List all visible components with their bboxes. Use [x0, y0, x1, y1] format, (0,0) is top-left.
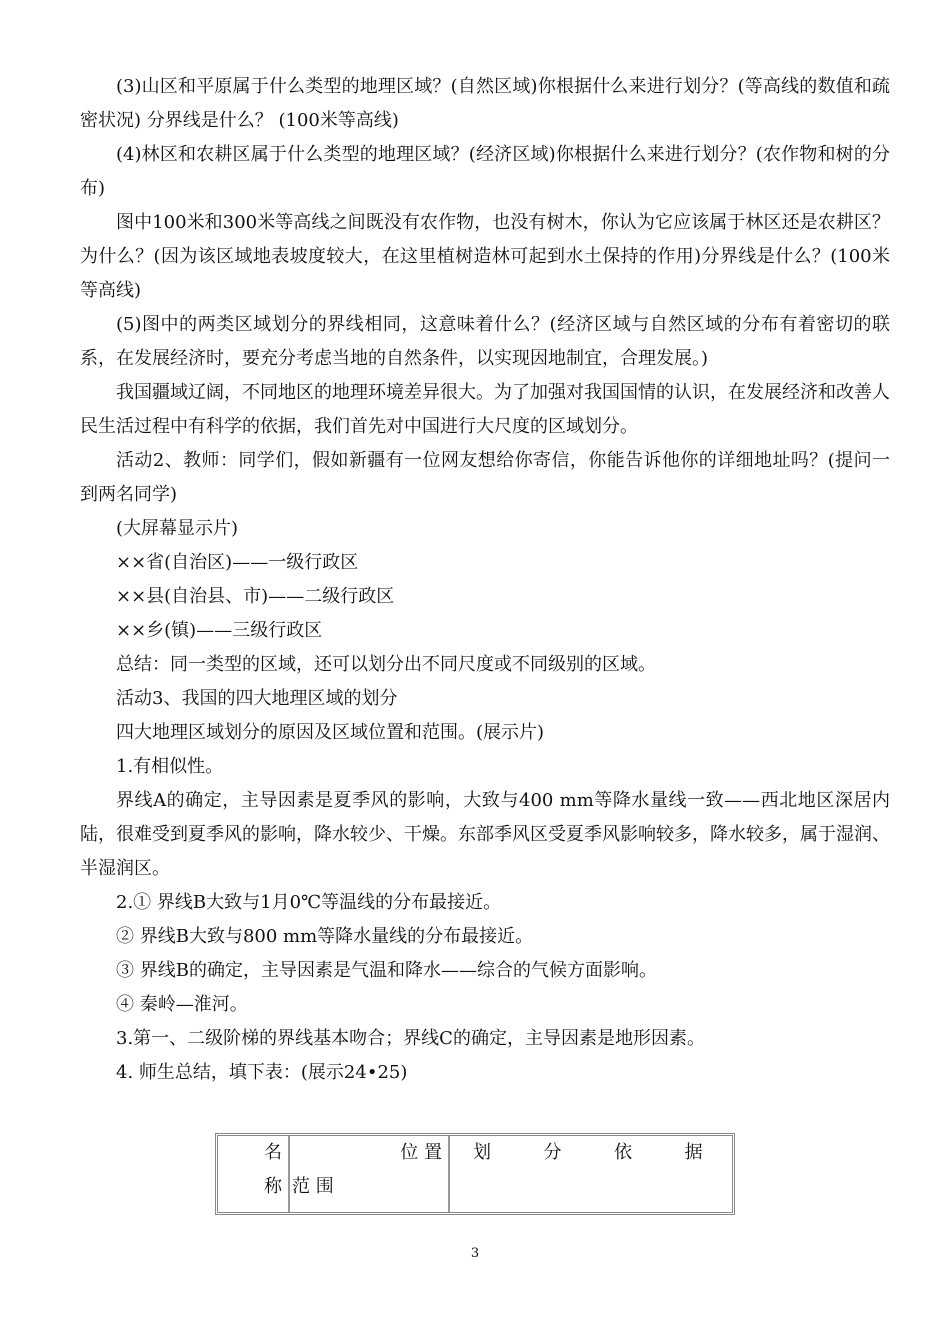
paragraph-boundary-a: 界线A的确定，主导因素是夏季风的影响，大致与400 mm等降水量线一致——西北地区深居内陆，很难受到夏季风的影响，降水较少、干燥。东部季风区受夏季风影响较多，降水较多，属于湿润、半湿润区。: [80, 790, 890, 879]
line-activity-3: 活动3、我国的四大地理区域的划分: [116, 688, 398, 709]
paragraph-activity-2: 活动2、教师：同学们，假如新疆有一位网友想给你寄信，你能告诉他你的详细地址吗？(提问一到两名同学): [80, 450, 890, 505]
line-summary: 总结：同一类型的区域，还可以划分出不同尺度或不同级别的区域。: [116, 654, 656, 675]
line-township: ××乡(镇)——三级行政区: [116, 620, 323, 641]
line-boundary-b-1: 2.① 界线B大致与1月0℃等温线的分布最接近。: [116, 892, 502, 913]
table-header-basis: [449, 1136, 732, 1212]
paragraph-q4: (4)林区和农耕区属于什么类型的地理区域？(经济区域)你根据什么来进行划分？(农作物和树的分布): [80, 144, 890, 199]
line-boundary-b-2: ② 界线B大致与800 mm等降水量线的分布最接近。: [116, 926, 534, 947]
line-province: ××省(自治区)——一级行政区: [116, 552, 359, 573]
line-boundary-c: 3.第一、二级阶梯的界线基本吻合；界线C的确定，主导因素是地形因素。: [116, 1028, 705, 1049]
header-position-bottom: 范 围: [292, 1176, 334, 1197]
table-header-position: [289, 1136, 449, 1212]
line-division-reasons: 四大地理区域划分的原因及区域位置和范围。(展示片): [116, 722, 545, 743]
line-screen-display: (大屏幕显示片): [116, 518, 239, 539]
header-name-top: 名: [264, 1142, 282, 1163]
paragraph-territory: 我国疆域辽阔，不同地区的地理环境差异很大。为了加强对我国国情的认识，在发展经济和改善人民生活过程中有科学的依据，我们首先对中国进行大尺度的区域划分。: [80, 382, 890, 437]
header-position-top: 位 置: [400, 1142, 442, 1163]
line-boundary-b-4: ④ 秦岭—淮河。: [116, 994, 248, 1015]
header-basis: 划 分 依 据: [473, 1142, 726, 1163]
line-similarity: 1.有相似性。: [116, 756, 224, 777]
paragraph-forest-question: 图中100米和300米等高线之间既没有农作物，也没有树木，你认为它应该属于林区还是农耕区？为什么？(因为该区域地表坡度较大，在这里植树造林可起到水土保持的作用)分界线是什么？(100米等高线): [80, 212, 890, 301]
header-basis-empty: [450, 1170, 732, 1204]
table-header-name: [218, 1136, 289, 1212]
line-boundary-b-3: ③ 界线B的确定，主导因素是气温和降水——综合的气候方面影响。: [116, 960, 657, 981]
body-text: [80, 70, 890, 1090]
header-name-bottom: 称: [264, 1176, 282, 1197]
paragraph-q3: (3)山区和平原属于什么类型的地理区域？(自然区域)你根据什么来进行划分？(等高线的数值和疏密状况) 分界线是什么？ (100米等高线): [80, 76, 890, 131]
page-number: 3: [470, 1246, 480, 1261]
paragraph-q5: (5)图中的两类区域划分的界线相同，这意味着什么？(经济区域与自然区域的分布有着密切的联系，在发展经济时，要充分考虑当地的自然条件，以实现因地制宜，合理发展。): [80, 314, 890, 369]
line-fill-table: 4. 师生总结，填下表：(展示24•25): [116, 1062, 408, 1083]
summary-table: [215, 1133, 735, 1215]
line-county: ××县(自治县、市)——二级行政区: [116, 586, 395, 607]
